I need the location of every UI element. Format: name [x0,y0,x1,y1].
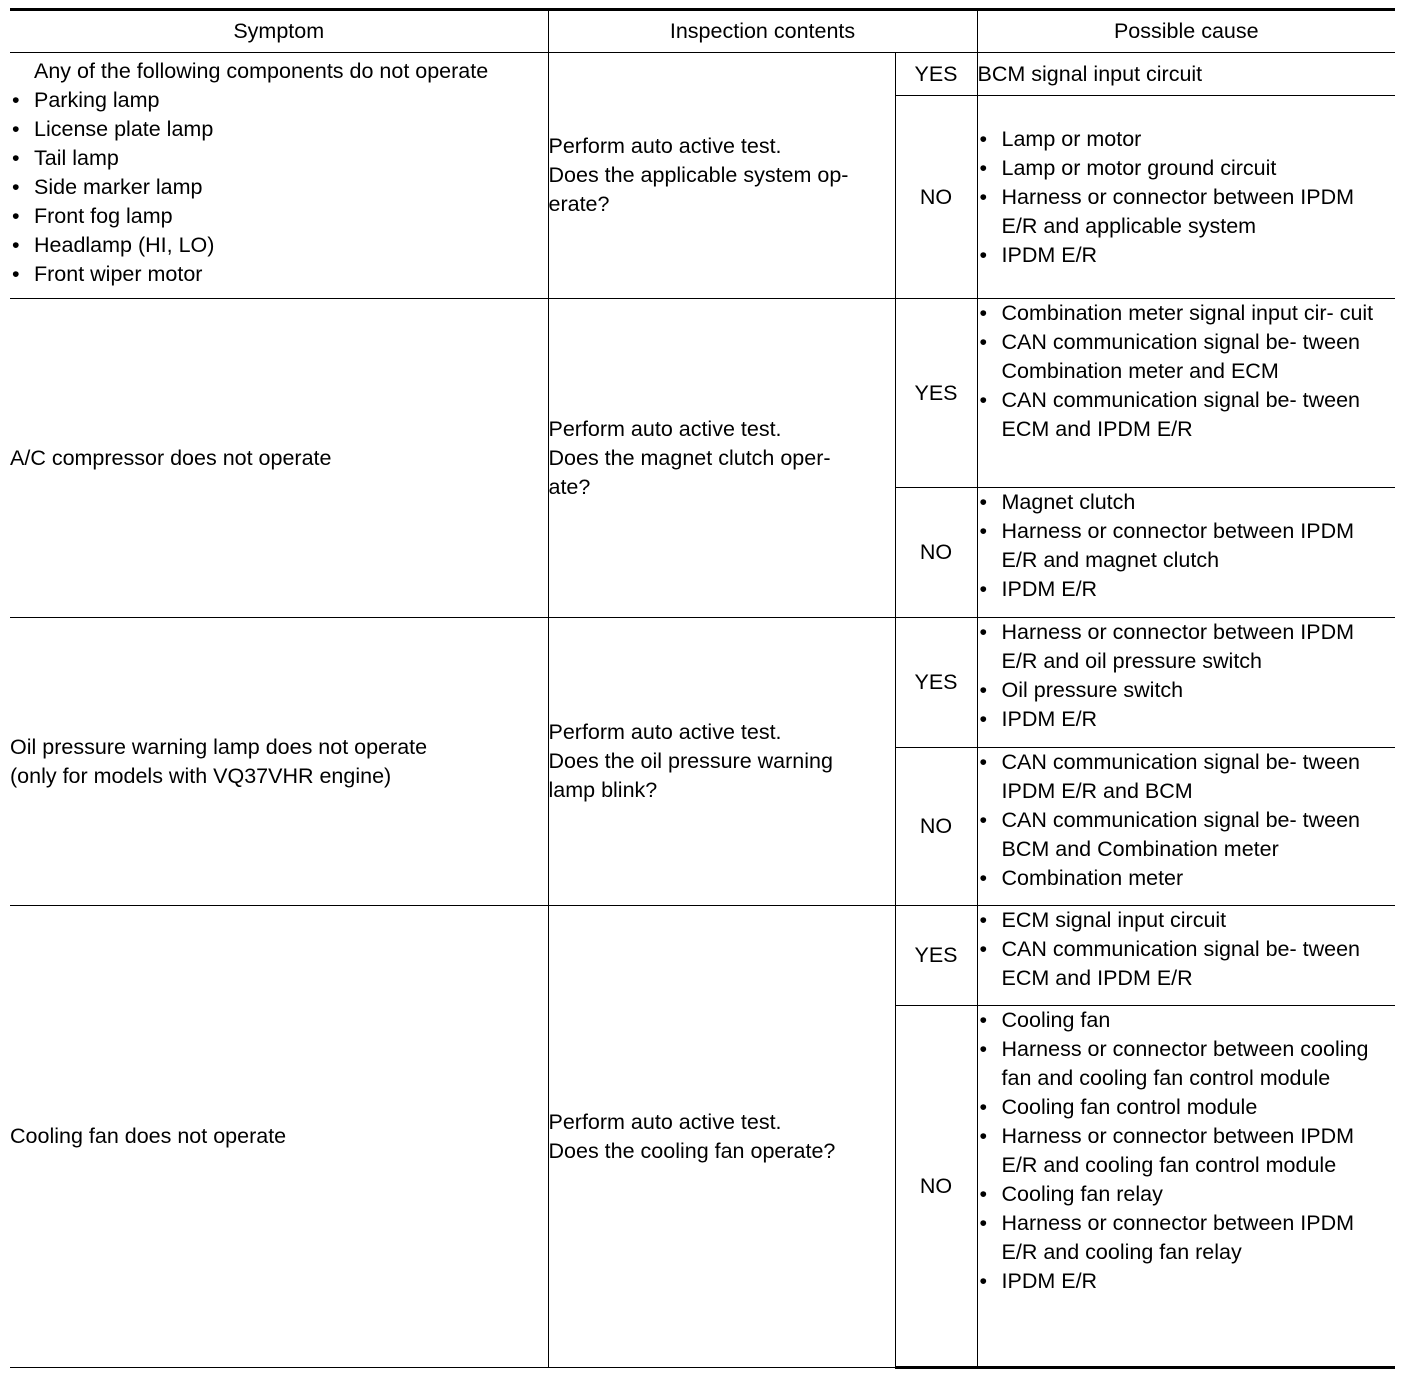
symptom-cell: A/C compressor does not operate [10,299,548,618]
header-symptom: Symptom [10,10,548,53]
symptom-cell: Cooling fan does not operate [10,906,548,1368]
inspection-cell: Perform auto active test. Does the applicable system op- erate? [548,53,895,299]
symptom-component-list [10,86,548,289]
symptom-cell [10,53,548,299]
possible-cause-cell [977,299,1395,488]
yes-label: YES [895,618,977,748]
no-label: NO [895,1006,977,1368]
no-label: NO [895,488,977,618]
list-item: • Parking lamp [10,86,548,115]
possible-cause-cell [977,96,1395,299]
yes-label: YES [895,299,977,488]
table-row [10,53,1395,96]
list-item: • Harness or connector between IPDM E/R and cooling fan control module [978,1122,1396,1180]
list-item: • Lamp or motor [978,125,1396,154]
list-item: • CAN communication signal be- tween BCM and Combination meter [978,806,1396,864]
list-item: • Harness or connector between IPDM E/R and oil pressure switch [978,618,1396,676]
list-item: • Oil pressure switch [978,676,1396,705]
list-item: • Front fog lamp [10,202,548,231]
symptom-lead: Any of the following components do not operate [34,59,489,83]
list-item: • Headlamp (HI, LO) [10,231,548,260]
list-item: • Cooling fan control module [978,1093,1396,1122]
list-item: • IPDM E/R [978,705,1396,734]
yes-label: YES [895,53,977,96]
possible-cause-cell [977,1006,1395,1368]
list-item: • IPDM E/R [978,575,1396,604]
table-row [10,906,1395,1006]
list-item: • Front wiper motor [10,260,548,289]
possible-cause-cell [977,53,1395,96]
possible-cause-cell [977,748,1395,906]
list-item: • Combination meter [978,864,1396,893]
list-item: • CAN communication signal be- tween ECM and IPDM E/R [978,935,1396,993]
list-item: • Harness or connector between cooling fan and cooling fan control module [978,1035,1396,1093]
list-item: • IPDM E/R [978,241,1396,270]
list-item: • Side marker lamp [10,173,548,202]
list-item: • Harness or connector between IPDM E/R and applicable system [978,183,1396,241]
table-row [10,618,1395,748]
inspection-cell: Perform auto active test. Does the magnet clutch oper- ate? [548,299,895,618]
table-row [10,299,1395,488]
list-item: • Cooling fan relay [978,1180,1396,1209]
list-item: • CAN communication signal be- tween IPDM E/R and BCM [978,748,1396,806]
symptom-cell: Oil pressure warning lamp does not operate (only for models with VQ37VHR engine) [10,618,548,906]
no-label: NO [895,748,977,906]
list-item: • CAN communication signal be- tween ECM and IPDM E/R [978,386,1396,444]
possible-cause-cell [977,906,1395,1006]
possible-cause-cell [977,618,1395,748]
header-possible-cause: Possible cause [977,10,1395,53]
list-item: • Harness or connector between IPDM E/R and cooling fan relay [978,1209,1396,1267]
inspection-cell: Perform auto active test. Does the cooling fan operate? [548,906,895,1368]
diagnosis-table [10,8,1395,1369]
list-item: • Lamp or motor ground circuit [978,154,1396,183]
list-item: • Harness or connector between IPDM E/R and magnet clutch [978,517,1396,575]
list-item: • Combination meter signal input cir- cuit [978,299,1396,328]
possible-cause-cell [977,488,1395,618]
header-inspection: Inspection contents [548,10,977,53]
list-item: • ECM signal input circuit [978,906,1396,935]
list-item: • IPDM E/R [978,1267,1396,1296]
list-item: • Magnet clutch [978,488,1396,517]
inspection-cell: Perform auto active test. Does the oil pressure warning lamp blink? [548,618,895,906]
list-item: • Cooling fan [978,1006,1396,1035]
list-item: • Tail lamp [10,144,548,173]
cause-text: BCM signal input circuit [977,61,1203,86]
no-label: NO [895,96,977,299]
list-item: • License plate lamp [10,115,548,144]
header-row [10,10,1395,53]
list-item: • CAN communication signal be- tween Combination meter and ECM [978,328,1396,386]
yes-label: YES [895,906,977,1006]
